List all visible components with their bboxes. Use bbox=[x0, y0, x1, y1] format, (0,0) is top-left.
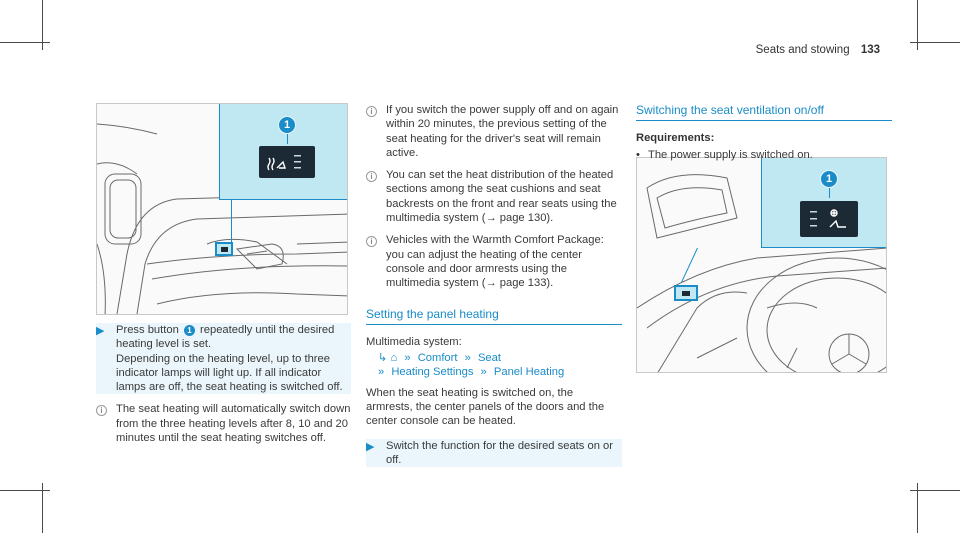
crop-mark bbox=[910, 42, 960, 43]
seat-heat-icon bbox=[259, 146, 315, 178]
info-text: You can set the heat distribution of the heated sections among the seat cushions and seat backrests on the front and rear seats using the multimedia system (→ page 130). bbox=[386, 169, 617, 225]
path-item: Seat bbox=[477, 352, 501, 365]
section-title: Seats and stowing bbox=[755, 44, 850, 56]
section-heading: Setting the panel heating bbox=[366, 307, 622, 325]
info-note bbox=[366, 168, 622, 225]
info-text: The seat heating will automatically switch down from the three heating levels after 8, 10 and 20 minutes until the seat heating switches off. bbox=[116, 403, 351, 445]
triangle-arrow-icon: ▶ bbox=[366, 440, 375, 453]
home-icon: ⌂ bbox=[390, 352, 398, 365]
column-middle bbox=[366, 103, 622, 475]
double-chevron-icon: » bbox=[464, 352, 471, 365]
running-header bbox=[756, 44, 880, 56]
page-number: 133 bbox=[860, 44, 880, 56]
step-text-rest: repeatedly until the desired heating level is set. bbox=[116, 324, 335, 351]
info-text: If you switch the power supply off and on again within 20 minutes, the previous setting of the seat heating for the driver's seat will remain active. bbox=[386, 104, 619, 159]
double-chevron-icon: » bbox=[404, 352, 411, 365]
crop-mark bbox=[0, 42, 50, 43]
seat-heating-control bbox=[259, 146, 315, 178]
callout-marker: 1 bbox=[820, 170, 838, 188]
double-chevron-icon: » bbox=[480, 366, 487, 379]
cockpit-illustration bbox=[636, 157, 887, 373]
step-switch-function bbox=[366, 439, 622, 468]
path-item: Panel Heating bbox=[493, 366, 565, 379]
step-text: Switch the function for the desired seats on or off. bbox=[386, 439, 613, 466]
callout-leader bbox=[231, 200, 232, 244]
info-text: Vehicles with the Warmth Comfort Package: you can adjust the heating of the center console and door armrests using the multimedia system (→ page 133). bbox=[386, 234, 604, 290]
crop-mark bbox=[0, 490, 50, 491]
menu-path bbox=[366, 365, 622, 379]
menu-path bbox=[366, 351, 622, 365]
requirement-text: The power supply is switched on. bbox=[648, 148, 813, 161]
info-circle-icon: i bbox=[366, 233, 386, 290]
step-text: Press button bbox=[116, 324, 179, 336]
path-item: Heating Settings bbox=[391, 366, 474, 379]
info-circle-icon: i bbox=[366, 168, 386, 225]
return-arrow-icon: ↳ bbox=[378, 352, 388, 365]
section-heading: Switching the seat ventilation on/off bbox=[636, 103, 892, 121]
callout-stem bbox=[287, 134, 288, 144]
seat-heating-control-inset bbox=[219, 104, 348, 200]
step-detail: Depending on the heating level, up to three indicator lamps will light up. If all indicator lamps are off, the seat heating is switched off. bbox=[116, 352, 343, 394]
door-panel-illustration bbox=[96, 103, 348, 315]
step-press-button bbox=[96, 323, 351, 394]
seat-heating-button-highlight bbox=[215, 242, 233, 256]
requirements-title: Requirements: bbox=[636, 132, 715, 145]
callout-stem bbox=[829, 188, 830, 198]
info-note bbox=[366, 233, 622, 290]
crop-mark bbox=[910, 490, 960, 491]
seat-ventilation-control-inset bbox=[761, 158, 887, 248]
seat-ventilation-button-highlight bbox=[674, 285, 698, 301]
double-chevron-icon: » bbox=[378, 366, 385, 379]
path-intro: Multimedia system: bbox=[366, 335, 462, 348]
seat-ventilation-control bbox=[800, 201, 858, 237]
column-left bbox=[96, 323, 351, 453]
body-text: When the seat heating is switched on, the armrests, the center panels of the doors and the center console can be heated. bbox=[366, 386, 605, 428]
info-note bbox=[366, 103, 622, 160]
info-circle-icon: i bbox=[366, 103, 386, 160]
callout-ref: 1 bbox=[184, 325, 195, 336]
requirement-item bbox=[636, 148, 892, 162]
info-circle-icon: i bbox=[96, 402, 116, 445]
bullet-dot: • bbox=[636, 148, 640, 161]
path-item: Comfort bbox=[417, 352, 458, 365]
triangle-arrow-icon: ▶ bbox=[96, 325, 105, 337]
column-right bbox=[636, 103, 892, 162]
info-note bbox=[96, 402, 351, 445]
callout-marker: 1 bbox=[278, 116, 296, 134]
seat-ventilation-icon bbox=[800, 201, 858, 237]
